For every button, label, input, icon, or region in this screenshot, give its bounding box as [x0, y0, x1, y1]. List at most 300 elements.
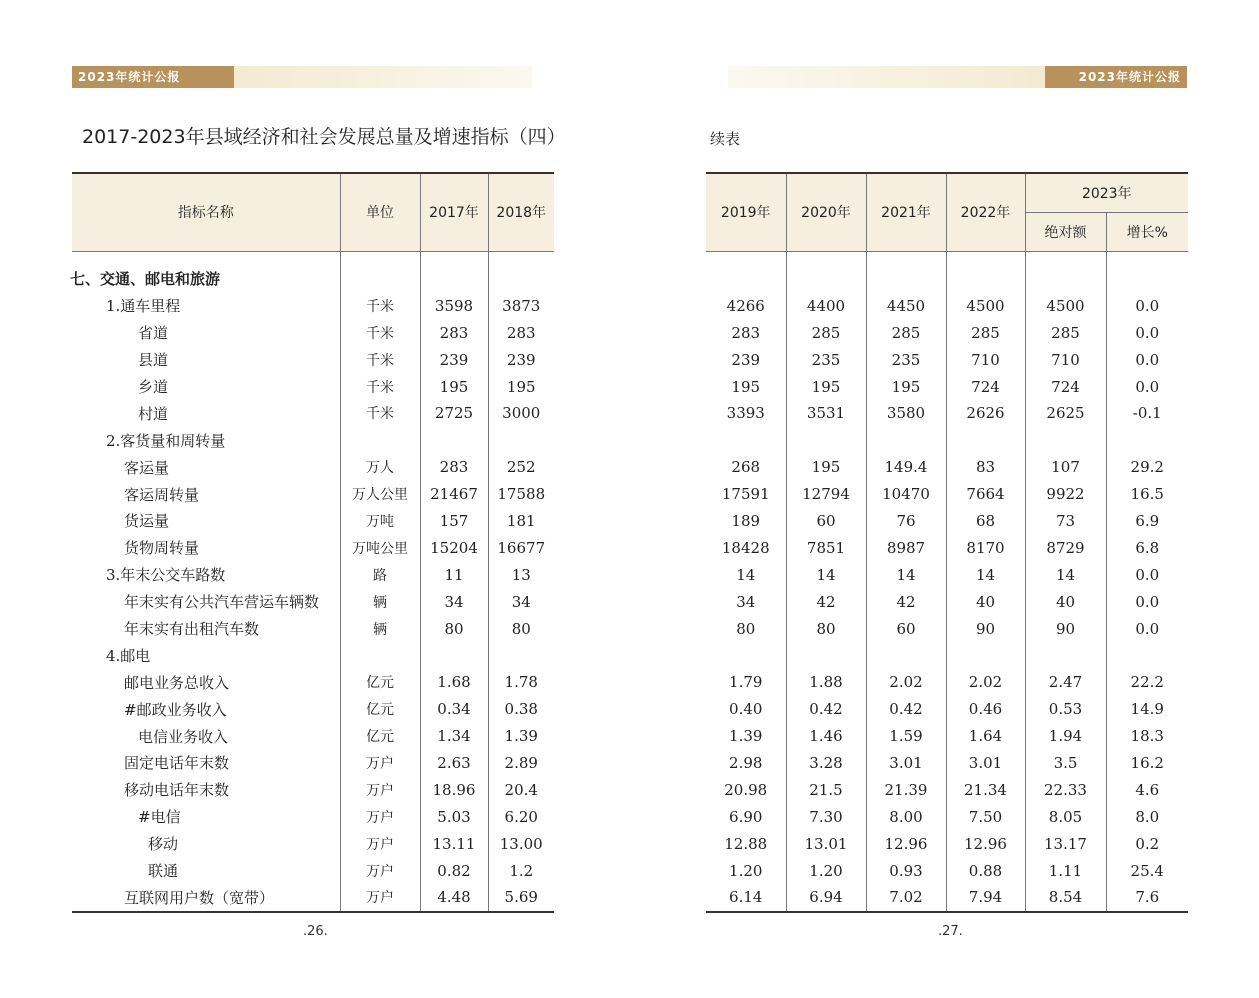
- value-cell: 40: [1025, 588, 1106, 615]
- value-cell: 1.64: [946, 723, 1025, 750]
- value-cell: 6.94: [786, 884, 866, 912]
- indicator-name: 省道: [138, 324, 169, 343]
- value-cell: 0.38: [488, 696, 554, 723]
- value-cell: 6.90: [729, 807, 763, 826]
- value-cell: 17588: [488, 481, 554, 508]
- table-row: [706, 696, 1188, 723]
- value-cell: 195: [420, 373, 488, 400]
- table-row: [706, 857, 1188, 884]
- value-cell: [420, 427, 488, 454]
- table-row: [72, 400, 554, 427]
- value-cell: 268: [731, 458, 761, 477]
- value-cell: 20.4: [488, 776, 554, 803]
- value-cell: 1.68: [420, 669, 488, 696]
- unit-cell: 千米: [340, 400, 420, 427]
- value-cell: -0.1: [1106, 400, 1188, 427]
- value-cell: 0.46: [946, 696, 1025, 723]
- value-cell: 1.20: [786, 857, 866, 884]
- value-cell: 1.46: [786, 723, 866, 750]
- table-row: [706, 723, 1188, 750]
- value-cell: [706, 427, 786, 454]
- value-cell: 4.48: [420, 884, 488, 912]
- unit-cell: [340, 427, 420, 454]
- unit-cell: 千米: [340, 292, 420, 319]
- table-row: [706, 427, 1188, 454]
- indicator-name: 年末实有公共汽车营运车辆数: [124, 593, 320, 612]
- value-cell: 2.47: [1025, 669, 1106, 696]
- value-cell: 12.96: [866, 830, 946, 857]
- unit-cell: 万户: [340, 750, 420, 777]
- table-row: [72, 481, 554, 508]
- value-cell: 8.00: [866, 803, 946, 830]
- value-cell: 7.30: [786, 803, 866, 830]
- value-cell: [946, 642, 1025, 669]
- value-cell: 4500: [1025, 292, 1106, 319]
- value-cell: 13: [488, 561, 554, 588]
- value-cell: 0.40: [729, 700, 763, 719]
- value-cell: 60: [866, 615, 946, 642]
- table-row: [72, 534, 554, 561]
- indicator-name: 互联网用户数（宽带）: [124, 888, 275, 907]
- value-cell: 0.2: [1106, 830, 1188, 857]
- table-row: [72, 884, 554, 912]
- table-row: [706, 400, 1188, 427]
- value-cell: 285: [946, 319, 1025, 346]
- value-cell: 10470: [866, 481, 946, 508]
- value-cell: 6.14: [706, 884, 786, 912]
- indicator-name: 电信业务收入: [138, 727, 229, 746]
- unit-cell: 万户: [340, 857, 420, 884]
- table-title: 2017-2023年县域经济和社会发展总量及增速指标（四）: [82, 126, 566, 148]
- table-row: [72, 292, 554, 319]
- indicator-name: 货物周转量: [124, 539, 200, 558]
- col-header-2021: 2021年: [866, 173, 946, 251]
- value-cell: 8.05: [1025, 803, 1106, 830]
- unit-cell: 万户: [340, 803, 420, 830]
- unit-cell: 千米: [340, 373, 420, 400]
- value-cell: 7851: [786, 534, 866, 561]
- unit-cell: 亿元: [340, 696, 420, 723]
- table-row: [706, 266, 1188, 293]
- value-cell: 0.93: [866, 857, 946, 884]
- stats-table-right: [706, 172, 1188, 913]
- table-row: [72, 857, 554, 884]
- col-header-2020: 2020年: [786, 173, 866, 251]
- value-cell: 17591: [721, 485, 770, 504]
- value-cell: 18428: [721, 538, 770, 557]
- col-header-absolute: 绝对额: [1025, 212, 1106, 251]
- value-cell: 14: [866, 561, 946, 588]
- value-cell: 14: [1025, 561, 1106, 588]
- table-row: [706, 454, 1188, 481]
- value-cell: [786, 427, 866, 454]
- unit-cell: 万吨公里: [340, 534, 420, 561]
- table-row: [706, 508, 1188, 535]
- value-cell: 80: [736, 619, 756, 638]
- indicator-name: 客运量: [124, 458, 170, 477]
- value-cell: [1106, 642, 1188, 669]
- value-cell: 7664: [946, 481, 1025, 508]
- value-cell: 3580: [866, 400, 946, 427]
- table-row: [706, 588, 1188, 615]
- value-cell: 73: [1025, 508, 1106, 535]
- value-cell: 13.00: [488, 830, 554, 857]
- table-row: [72, 830, 554, 857]
- value-cell: 40: [946, 588, 1025, 615]
- value-cell: 195: [488, 373, 554, 400]
- indicator-name: 客运周转量: [124, 485, 200, 504]
- table-row: [72, 615, 554, 642]
- value-cell: [866, 266, 946, 293]
- value-cell: 21467: [420, 481, 488, 508]
- value-cell: 0.34: [420, 696, 488, 723]
- value-cell: 1.79: [729, 673, 763, 692]
- col-header-2023: 2023年: [1025, 173, 1188, 212]
- value-cell: [946, 427, 1025, 454]
- table-row: [706, 803, 1188, 830]
- table-row: [72, 266, 554, 293]
- value-cell: 2725: [420, 400, 488, 427]
- unit-cell: 千米: [340, 319, 420, 346]
- table-row: [706, 373, 1188, 400]
- value-cell: 1.94: [1025, 723, 1106, 750]
- value-cell: 1.20: [729, 861, 763, 880]
- value-cell: 0.0: [1106, 346, 1188, 373]
- value-cell: 7.94: [946, 884, 1025, 912]
- page-header-right: [728, 66, 1187, 88]
- value-cell: 1.39: [729, 727, 763, 746]
- value-cell: 6.8: [1106, 534, 1188, 561]
- value-cell: 283: [420, 454, 488, 481]
- col-header-growth: 增长%: [1106, 212, 1188, 251]
- value-cell: 1.39: [488, 723, 554, 750]
- value-cell: 0.82: [420, 857, 488, 884]
- value-cell: 3598: [420, 292, 488, 319]
- value-cell: 1.88: [786, 669, 866, 696]
- value-cell: 7.02: [866, 884, 946, 912]
- page-number-right: .27.: [938, 924, 963, 939]
- value-cell: 2.89: [488, 750, 554, 777]
- unit-cell: 辆: [340, 615, 420, 642]
- value-cell: 4450: [866, 292, 946, 319]
- value-cell: 34: [488, 588, 554, 615]
- value-cell: 195: [786, 373, 866, 400]
- unit-cell: 千米: [340, 346, 420, 373]
- value-cell: 2.02: [866, 669, 946, 696]
- value-cell: 1.11: [1025, 857, 1106, 884]
- value-cell: 22.2: [1106, 669, 1188, 696]
- unit-cell: 万人公里: [340, 481, 420, 508]
- value-cell: 29.2: [1106, 454, 1188, 481]
- value-cell: 0.88: [946, 857, 1025, 884]
- value-cell: 157: [420, 508, 488, 535]
- value-cell: 80: [488, 615, 554, 642]
- indicator-name: 固定电话年末数: [124, 754, 230, 773]
- value-cell: 1.34: [420, 723, 488, 750]
- value-cell: 283: [488, 319, 554, 346]
- value-cell: 195: [866, 373, 946, 400]
- value-cell: 3.01: [946, 750, 1025, 777]
- unit-cell: 亿元: [340, 723, 420, 750]
- indicator-name: 年末实有出租汽车数: [124, 620, 260, 639]
- value-cell: [786, 266, 866, 293]
- value-cell: 8170: [946, 534, 1025, 561]
- value-cell: 0.0: [1106, 588, 1188, 615]
- value-cell: 3.28: [786, 750, 866, 777]
- table-row: [706, 319, 1188, 346]
- value-cell: 11: [420, 561, 488, 588]
- col-header-2019: 2019年: [706, 173, 786, 251]
- indicator-name: 移动: [148, 835, 179, 854]
- page-number-left: .26.: [303, 924, 328, 939]
- value-cell: 15204: [420, 534, 488, 561]
- value-cell: 21.39: [866, 776, 946, 803]
- value-cell: 6.20: [488, 803, 554, 830]
- value-cell: 0.0: [1106, 319, 1188, 346]
- header-label-right: 2023年统计公报: [1045, 66, 1187, 88]
- value-cell: 60: [786, 508, 866, 535]
- value-cell: 2.63: [420, 750, 488, 777]
- value-cell: 0.0: [1106, 373, 1188, 400]
- unit-cell: 路: [340, 561, 420, 588]
- value-cell: [866, 642, 946, 669]
- value-cell: 285: [786, 319, 866, 346]
- table-row: [72, 508, 554, 535]
- col-header-2022: 2022年: [946, 173, 1025, 251]
- continued-label: 续表: [710, 130, 741, 148]
- value-cell: [866, 427, 946, 454]
- value-cell: 7.50: [946, 803, 1025, 830]
- unit-cell: 万吨: [340, 508, 420, 535]
- value-cell: 4500: [946, 292, 1025, 319]
- unit-cell: [340, 266, 420, 293]
- value-cell: 4266: [726, 296, 765, 315]
- value-cell: 68: [946, 508, 1025, 535]
- value-cell: 13.11: [420, 830, 488, 857]
- table-row: [72, 561, 554, 588]
- value-cell: 724: [1025, 373, 1106, 400]
- value-cell: 34: [736, 592, 756, 611]
- indicator-name: 联通: [148, 862, 179, 881]
- value-cell: 0.0: [1106, 561, 1188, 588]
- value-cell: 285: [1025, 319, 1106, 346]
- table-row: [72, 723, 554, 750]
- indicator-name: 4.邮电: [106, 646, 151, 665]
- col-header-2017: 2017年: [420, 173, 488, 251]
- table-row: [706, 615, 1188, 642]
- value-cell: 42: [786, 588, 866, 615]
- table-row: [706, 750, 1188, 777]
- indicator-name: #邮政业务收入: [124, 700, 227, 719]
- col-header-2018: 2018年: [488, 173, 554, 251]
- value-cell: 239: [731, 350, 761, 369]
- unit-cell: 万户: [340, 884, 420, 912]
- table-row: [72, 803, 554, 830]
- value-cell: 22.33: [1025, 776, 1106, 803]
- value-cell: 16677: [488, 534, 554, 561]
- value-cell: 2625: [1025, 400, 1106, 427]
- value-cell: [488, 427, 554, 454]
- table-row: [706, 534, 1188, 561]
- value-cell: 710: [1025, 346, 1106, 373]
- value-cell: 14: [736, 565, 756, 584]
- table-row: [72, 427, 554, 454]
- value-cell: 5.69: [488, 884, 554, 912]
- value-cell: [1025, 427, 1106, 454]
- value-cell: [420, 642, 488, 669]
- col-header-unit: 单位: [340, 173, 420, 251]
- value-cell: [488, 266, 554, 293]
- table-row: [706, 561, 1188, 588]
- table-row: [72, 454, 554, 481]
- value-cell: 4400: [786, 292, 866, 319]
- table-row: [72, 669, 554, 696]
- value-cell: [706, 642, 786, 669]
- value-cell: 13.01: [786, 830, 866, 857]
- indicator-name: 邮电业务总收入: [124, 673, 230, 692]
- value-cell: 9922: [1025, 481, 1106, 508]
- value-cell: 181: [488, 508, 554, 535]
- value-cell: 21.34: [946, 776, 1025, 803]
- value-cell: 1.2: [488, 857, 554, 884]
- value-cell: 18.96: [420, 776, 488, 803]
- value-cell: 90: [1025, 615, 1106, 642]
- value-cell: 16.5: [1106, 481, 1188, 508]
- value-cell: [420, 266, 488, 293]
- header-label-left: 2023年统计公报: [72, 66, 234, 88]
- table-row: [72, 776, 554, 803]
- value-cell: 195: [731, 377, 761, 396]
- value-cell: 2.02: [946, 669, 1025, 696]
- value-cell: 285: [866, 319, 946, 346]
- table-row: [72, 696, 554, 723]
- unit-cell: 万户: [340, 776, 420, 803]
- table-row: [706, 481, 1188, 508]
- value-cell: 0.53: [1025, 696, 1106, 723]
- indicator-name: #电信: [138, 808, 181, 827]
- value-cell: [488, 642, 554, 669]
- value-cell: 195: [786, 454, 866, 481]
- value-cell: [706, 266, 786, 293]
- value-cell: [1025, 642, 1106, 669]
- stats-table-left: [72, 172, 554, 913]
- value-cell: 4.6: [1106, 776, 1188, 803]
- value-cell: 724: [946, 373, 1025, 400]
- value-cell: 7.6: [1106, 884, 1188, 912]
- value-cell: 14.9: [1106, 696, 1188, 723]
- value-cell: 8987: [866, 534, 946, 561]
- value-cell: 283: [420, 319, 488, 346]
- value-cell: 3873: [488, 292, 554, 319]
- value-cell: 3531: [786, 400, 866, 427]
- indicator-name: 移动电话年末数: [124, 781, 230, 800]
- table-row: [72, 373, 554, 400]
- value-cell: 1.78: [488, 669, 554, 696]
- value-cell: 18.3: [1106, 723, 1188, 750]
- value-cell: 0.0: [1106, 292, 1188, 319]
- value-cell: 6.9: [1106, 508, 1188, 535]
- table-row: [72, 346, 554, 373]
- table-row: [706, 669, 1188, 696]
- value-cell: [786, 642, 866, 669]
- table-row: [72, 642, 554, 669]
- value-cell: 2.98: [729, 753, 763, 772]
- indicator-name: 货运量: [124, 512, 170, 531]
- value-cell: 13.17: [1025, 830, 1106, 857]
- value-cell: 16.2: [1106, 750, 1188, 777]
- indicator-name: 村道: [138, 404, 169, 423]
- value-cell: 90: [946, 615, 1025, 642]
- unit-cell: 辆: [340, 588, 420, 615]
- value-cell: 80: [420, 615, 488, 642]
- value-cell: 20.98: [724, 780, 768, 799]
- value-cell: 1.59: [866, 723, 946, 750]
- table-row: [72, 319, 554, 346]
- value-cell: 21.5: [786, 776, 866, 803]
- value-cell: 107: [1025, 454, 1106, 481]
- indicator-name: 2.客货量和周转量: [106, 431, 226, 450]
- table-row: [706, 884, 1188, 912]
- value-cell: 76: [866, 508, 946, 535]
- value-cell: 710: [946, 346, 1025, 373]
- indicator-name: 乡道: [138, 378, 169, 396]
- value-cell: 3.5: [1025, 750, 1106, 777]
- table-row: [706, 776, 1188, 803]
- value-cell: 3393: [726, 404, 765, 423]
- page-header-left: [72, 66, 532, 88]
- unit-cell: [340, 642, 420, 669]
- unit-cell: 万人: [340, 454, 420, 481]
- table-row: [706, 642, 1188, 669]
- value-cell: [946, 266, 1025, 293]
- value-cell: 34: [420, 588, 488, 615]
- table-row: [706, 830, 1188, 857]
- value-cell: 0.42: [866, 696, 946, 723]
- value-cell: 14: [786, 561, 866, 588]
- value-cell: 14: [946, 561, 1025, 588]
- value-cell: 0.42: [786, 696, 866, 723]
- unit-cell: 万户: [340, 830, 420, 857]
- indicator-name: 1.通车里程: [106, 297, 181, 316]
- value-cell: 283: [731, 323, 761, 342]
- table-row: [706, 292, 1188, 319]
- value-cell: 8.54: [1025, 884, 1106, 912]
- value-cell: 12.96: [946, 830, 1025, 857]
- value-cell: 3.01: [866, 750, 946, 777]
- value-cell: 3000: [488, 400, 554, 427]
- section-heading: 七、交通、邮电和旅游: [70, 270, 221, 289]
- value-cell: 80: [786, 615, 866, 642]
- value-cell: 252: [488, 454, 554, 481]
- value-cell: [1025, 266, 1106, 293]
- value-cell: 12794: [786, 481, 866, 508]
- value-cell: 235: [786, 346, 866, 373]
- indicator-name: 3.年末公交车路数: [106, 566, 226, 585]
- value-cell: 5.03: [420, 803, 488, 830]
- value-cell: 189: [731, 511, 761, 530]
- value-cell: 8.0: [1106, 803, 1188, 830]
- col-header-name: 指标名称: [72, 173, 340, 251]
- indicator-name: 县道: [138, 351, 169, 370]
- value-cell: 2626: [946, 400, 1025, 427]
- value-cell: 12.88: [724, 834, 768, 853]
- table-row: [72, 750, 554, 777]
- value-cell: 149.4: [866, 454, 946, 481]
- value-cell: 235: [866, 346, 946, 373]
- table-row: [706, 346, 1188, 373]
- value-cell: 83: [946, 454, 1025, 481]
- table-row: [72, 588, 554, 615]
